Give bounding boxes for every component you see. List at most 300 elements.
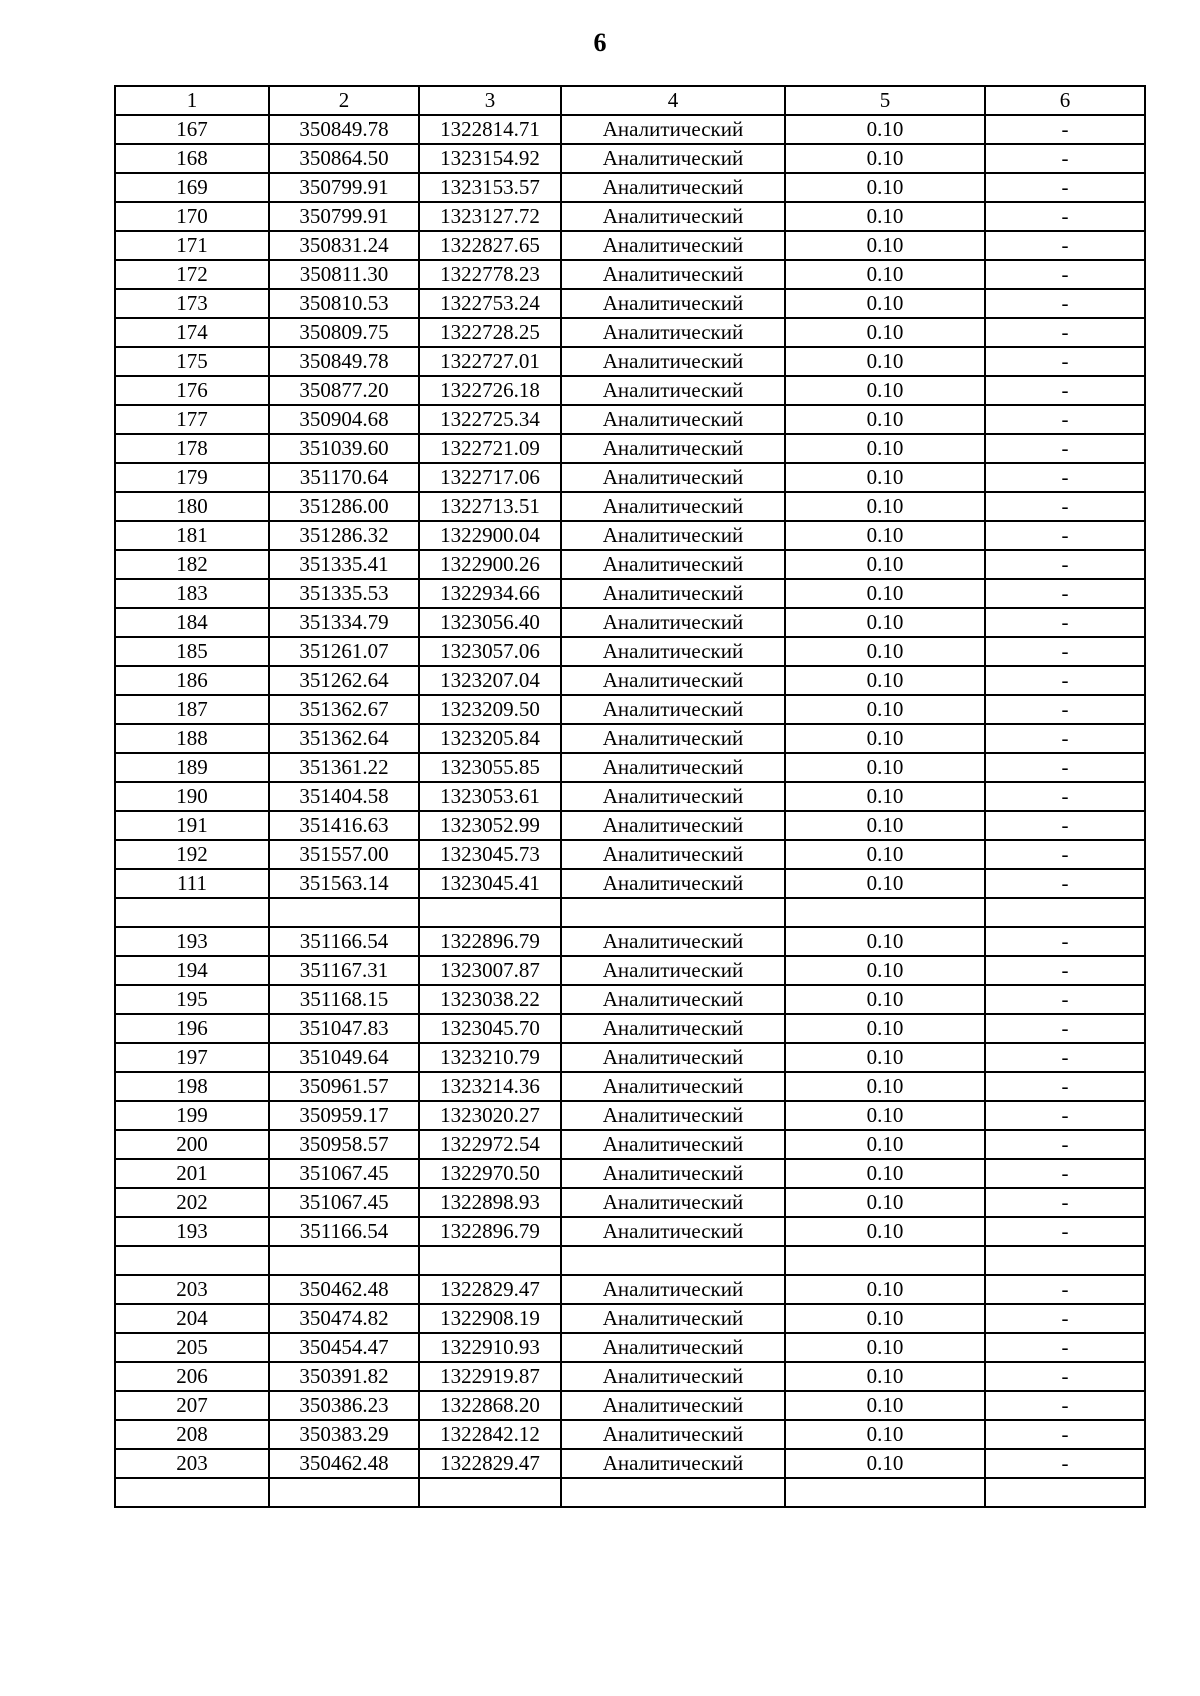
table-row: [115, 1333, 1145, 1362]
x-coordinate-cell: 351361.22: [269, 753, 419, 782]
method-cell: Аналитический: [561, 376, 785, 405]
x-coordinate-cell: 351335.41: [269, 550, 419, 579]
x-coordinate-cell: 350831.24: [269, 231, 419, 260]
point-number-cell: 194: [115, 956, 269, 985]
y-coordinate-cell: 1323045.41: [419, 869, 561, 898]
x-coordinate-cell: 350809.75: [269, 318, 419, 347]
x-coordinate-cell: 350959.17: [269, 1101, 419, 1130]
y-coordinate-cell: 1322908.19: [419, 1304, 561, 1333]
accuracy-cell: 0.10: [785, 260, 985, 289]
y-coordinate-cell: 1322827.65: [419, 231, 561, 260]
y-coordinate-cell: 1322896.79: [419, 927, 561, 956]
description-cell: -: [985, 347, 1145, 376]
point-number-cell: 206: [115, 1362, 269, 1391]
description-cell: -: [985, 1043, 1145, 1072]
method-cell: Аналитический: [561, 753, 785, 782]
x-coordinate-cell: 350810.53: [269, 289, 419, 318]
point-number-cell: 196: [115, 1014, 269, 1043]
description-cell: -: [985, 869, 1145, 898]
column-header-2: 2: [269, 86, 419, 115]
table-row: [115, 985, 1145, 1014]
table-row: [115, 608, 1145, 637]
method-cell: Аналитический: [561, 1159, 785, 1188]
y-coordinate-cell: [419, 1246, 561, 1275]
table-row: [115, 231, 1145, 260]
y-coordinate-cell: 1322972.54: [419, 1130, 561, 1159]
x-coordinate-cell: 351563.14: [269, 869, 419, 898]
table-row: [115, 1304, 1145, 1333]
accuracy-cell: 0.10: [785, 231, 985, 260]
point-number-cell: 170: [115, 202, 269, 231]
accuracy-cell: 0.10: [785, 405, 985, 434]
x-coordinate-cell: 350958.57: [269, 1130, 419, 1159]
table-row: [115, 347, 1145, 376]
method-cell: Аналитический: [561, 289, 785, 318]
accuracy-cell: 0.10: [785, 811, 985, 840]
description-cell: -: [985, 1159, 1145, 1188]
method-cell: Аналитический: [561, 1101, 785, 1130]
x-coordinate-cell: 351404.58: [269, 782, 419, 811]
method-cell: Аналитический: [561, 579, 785, 608]
description-cell: -: [985, 492, 1145, 521]
x-coordinate-cell: 350391.82: [269, 1362, 419, 1391]
point-number-cell: 169: [115, 173, 269, 202]
table-body: [115, 86, 1145, 1507]
method-cell: Аналитический: [561, 1391, 785, 1420]
page-number: 6: [593, 28, 607, 57]
method-cell: Аналитический: [561, 1217, 785, 1246]
accuracy-cell: 0.10: [785, 927, 985, 956]
description-cell: -: [985, 550, 1145, 579]
y-coordinate-cell: 1323055.85: [419, 753, 561, 782]
x-coordinate-cell: 350383.29: [269, 1420, 419, 1449]
table-row: [115, 144, 1145, 173]
y-coordinate-cell: 1322898.93: [419, 1188, 561, 1217]
table-row: [115, 173, 1145, 202]
y-coordinate-cell: 1322896.79: [419, 1217, 561, 1246]
method-cell: Аналитический: [561, 985, 785, 1014]
accuracy-cell: 0.10: [785, 115, 985, 144]
y-coordinate-cell: 1322753.24: [419, 289, 561, 318]
point-number-cell: 193: [115, 1217, 269, 1246]
description-cell: -: [985, 1449, 1145, 1478]
y-coordinate-cell: [419, 898, 561, 927]
method-cell: Аналитический: [561, 811, 785, 840]
method-cell: Аналитический: [561, 1014, 785, 1043]
method-cell: Аналитический: [561, 1304, 785, 1333]
method-cell: Аналитический: [561, 492, 785, 521]
method-cell: Аналитический: [561, 1188, 785, 1217]
point-number-cell: 111: [115, 869, 269, 898]
x-coordinate-cell: 351166.54: [269, 1217, 419, 1246]
y-coordinate-cell: 1323053.61: [419, 782, 561, 811]
description-cell: -: [985, 1391, 1145, 1420]
x-coordinate-cell: 351362.67: [269, 695, 419, 724]
y-coordinate-cell: 1323038.22: [419, 985, 561, 1014]
table-row: [115, 695, 1145, 724]
y-coordinate-cell: 1323214.36: [419, 1072, 561, 1101]
accuracy-cell: 0.10: [785, 1159, 985, 1188]
table-row: [115, 898, 1145, 927]
description-cell: -: [985, 173, 1145, 202]
accuracy-cell: 0.10: [785, 550, 985, 579]
method-cell: Аналитический: [561, 347, 785, 376]
y-coordinate-cell: 1323210.79: [419, 1043, 561, 1072]
method-cell: Аналитический: [561, 1420, 785, 1449]
y-coordinate-cell: 1322725.34: [419, 405, 561, 434]
accuracy-cell: 0.10: [785, 289, 985, 318]
table-row: [115, 811, 1145, 840]
description-cell: -: [985, 434, 1145, 463]
method-cell: Аналитический: [561, 463, 785, 492]
x-coordinate-cell: 350849.78: [269, 115, 419, 144]
x-coordinate-cell: [269, 1478, 419, 1507]
method-cell: Аналитический: [561, 608, 785, 637]
description-cell: -: [985, 811, 1145, 840]
description-cell: -: [985, 1014, 1145, 1043]
table-row: [115, 550, 1145, 579]
x-coordinate-cell: 351286.32: [269, 521, 419, 550]
point-number-cell: 207: [115, 1391, 269, 1420]
point-number-cell: 183: [115, 579, 269, 608]
y-coordinate-cell: 1322919.87: [419, 1362, 561, 1391]
x-coordinate-cell: 351039.60: [269, 434, 419, 463]
table-row: [115, 405, 1145, 434]
description-cell: -: [985, 115, 1145, 144]
accuracy-cell: 0.10: [785, 753, 985, 782]
x-coordinate-cell: 350462.48: [269, 1275, 419, 1304]
x-coordinate-cell: 351168.15: [269, 985, 419, 1014]
point-number-cell: 184: [115, 608, 269, 637]
table-row: [115, 637, 1145, 666]
description-cell: -: [985, 753, 1145, 782]
method-cell: Аналитический: [561, 405, 785, 434]
y-coordinate-cell: 1322970.50: [419, 1159, 561, 1188]
accuracy-cell: 0.10: [785, 695, 985, 724]
y-coordinate-cell: 1322868.20: [419, 1391, 561, 1420]
accuracy-cell: 0.10: [785, 1188, 985, 1217]
y-coordinate-cell: 1323020.27: [419, 1101, 561, 1130]
table-row: [115, 318, 1145, 347]
description-cell: -: [985, 637, 1145, 666]
accuracy-cell: 0.10: [785, 376, 985, 405]
description-cell: -: [985, 840, 1145, 869]
point-number-cell: [115, 1478, 269, 1507]
accuracy-cell: 0.10: [785, 521, 985, 550]
table-row: [115, 1043, 1145, 1072]
table-row: [115, 1217, 1145, 1246]
description-cell: -: [985, 231, 1145, 260]
table-row: [115, 666, 1145, 695]
x-coordinate-cell: 350961.57: [269, 1072, 419, 1101]
point-number-cell: 182: [115, 550, 269, 579]
x-coordinate-cell: 350849.78: [269, 347, 419, 376]
description-cell: -: [985, 956, 1145, 985]
x-coordinate-cell: 351261.07: [269, 637, 419, 666]
x-coordinate-cell: 351335.53: [269, 579, 419, 608]
point-number-cell: [115, 1246, 269, 1275]
point-number-cell: 193: [115, 927, 269, 956]
description-cell: -: [985, 782, 1145, 811]
method-cell: Аналитический: [561, 1072, 785, 1101]
table-row: [115, 1391, 1145, 1420]
x-coordinate-cell: 351067.45: [269, 1159, 419, 1188]
x-coordinate-cell: 351167.31: [269, 956, 419, 985]
accuracy-cell: 0.10: [785, 347, 985, 376]
point-number-cell: 187: [115, 695, 269, 724]
y-coordinate-cell: 1323209.50: [419, 695, 561, 724]
x-coordinate-cell: 351262.64: [269, 666, 419, 695]
table-row: [115, 956, 1145, 985]
accuracy-cell: 0.10: [785, 579, 985, 608]
accuracy-cell: 0.10: [785, 1072, 985, 1101]
description-cell: [985, 1246, 1145, 1275]
x-coordinate-cell: 350864.50: [269, 144, 419, 173]
method-cell: [561, 1246, 785, 1275]
column-header-6: 6: [985, 86, 1145, 115]
accuracy-cell: 0.10: [785, 1217, 985, 1246]
point-number-cell: [115, 898, 269, 927]
x-coordinate-cell: 350811.30: [269, 260, 419, 289]
table-row: [115, 1130, 1145, 1159]
table-row: [115, 1188, 1145, 1217]
description-cell: -: [985, 1130, 1145, 1159]
point-number-cell: 178: [115, 434, 269, 463]
y-coordinate-cell: 1322829.47: [419, 1449, 561, 1478]
method-cell: Аналитический: [561, 637, 785, 666]
point-number-cell: 185: [115, 637, 269, 666]
table-row: [115, 1014, 1145, 1043]
x-coordinate-cell: 350799.91: [269, 173, 419, 202]
accuracy-cell: 0.10: [785, 985, 985, 1014]
description-cell: -: [985, 985, 1145, 1014]
table-row: [115, 869, 1145, 898]
coordinates-table: [114, 85, 1146, 1508]
accuracy-cell: 0.10: [785, 173, 985, 202]
accuracy-cell: 0.10: [785, 202, 985, 231]
point-number-cell: 198: [115, 1072, 269, 1101]
y-coordinate-cell: 1323127.72: [419, 202, 561, 231]
method-cell: Аналитический: [561, 144, 785, 173]
description-cell: -: [985, 1304, 1145, 1333]
accuracy-cell: 0.10: [785, 492, 985, 521]
point-number-cell: 172: [115, 260, 269, 289]
point-number-cell: 189: [115, 753, 269, 782]
point-number-cell: 177: [115, 405, 269, 434]
point-number-cell: 201: [115, 1159, 269, 1188]
accuracy-cell: 0.10: [785, 463, 985, 492]
description-cell: -: [985, 1217, 1145, 1246]
point-number-cell: 191: [115, 811, 269, 840]
accuracy-cell: [785, 898, 985, 927]
y-coordinate-cell: 1322814.71: [419, 115, 561, 144]
y-coordinate-cell: 1323007.87: [419, 956, 561, 985]
table-row: [115, 782, 1145, 811]
y-coordinate-cell: 1322910.93: [419, 1333, 561, 1362]
table-row: [115, 492, 1145, 521]
accuracy-cell: 0.10: [785, 1304, 985, 1333]
y-coordinate-cell: 1323056.40: [419, 608, 561, 637]
description-cell: [985, 898, 1145, 927]
point-number-cell: 176: [115, 376, 269, 405]
accuracy-cell: 0.10: [785, 637, 985, 666]
table-row: [115, 463, 1145, 492]
y-coordinate-cell: 1323057.06: [419, 637, 561, 666]
x-coordinate-cell: 351166.54: [269, 927, 419, 956]
accuracy-cell: 0.10: [785, 1014, 985, 1043]
description-cell: -: [985, 463, 1145, 492]
point-number-cell: 197: [115, 1043, 269, 1072]
method-cell: Аналитический: [561, 1333, 785, 1362]
description-cell: -: [985, 1072, 1145, 1101]
table-row: [115, 1072, 1145, 1101]
column-header-4: 4: [561, 86, 785, 115]
column-header-3: 3: [419, 86, 561, 115]
method-cell: Аналитический: [561, 318, 785, 347]
x-coordinate-cell: 350462.48: [269, 1449, 419, 1478]
method-cell: [561, 1478, 785, 1507]
description-cell: -: [985, 289, 1145, 318]
x-coordinate-cell: 350904.68: [269, 405, 419, 434]
description-cell: -: [985, 608, 1145, 637]
method-cell: Аналитический: [561, 521, 785, 550]
x-coordinate-cell: 351170.64: [269, 463, 419, 492]
accuracy-cell: 0.10: [785, 1130, 985, 1159]
description-cell: -: [985, 1275, 1145, 1304]
x-coordinate-cell: 350454.47: [269, 1333, 419, 1362]
y-coordinate-cell: 1323207.04: [419, 666, 561, 695]
table-row: [115, 840, 1145, 869]
method-cell: Аналитический: [561, 840, 785, 869]
table-row: [115, 1362, 1145, 1391]
description-cell: -: [985, 260, 1145, 289]
method-cell: Аналитический: [561, 1043, 785, 1072]
y-coordinate-cell: 1323045.70: [419, 1014, 561, 1043]
method-cell: Аналитический: [561, 550, 785, 579]
description-cell: -: [985, 318, 1145, 347]
method-cell: Аналитический: [561, 1449, 785, 1478]
accuracy-cell: 0.10: [785, 869, 985, 898]
accuracy-cell: 0.10: [785, 144, 985, 173]
y-coordinate-cell: 1322721.09: [419, 434, 561, 463]
description-cell: [985, 1478, 1145, 1507]
table-row: [115, 1101, 1145, 1130]
x-coordinate-cell: 351067.45: [269, 1188, 419, 1217]
accuracy-cell: 0.10: [785, 1391, 985, 1420]
x-coordinate-cell: [269, 898, 419, 927]
point-number-cell: 190: [115, 782, 269, 811]
description-cell: -: [985, 1362, 1145, 1391]
x-coordinate-cell: 351286.00: [269, 492, 419, 521]
y-coordinate-cell: 1322728.25: [419, 318, 561, 347]
y-coordinate-cell: 1323045.73: [419, 840, 561, 869]
point-number-cell: 200: [115, 1130, 269, 1159]
table-row: [115, 115, 1145, 144]
point-number-cell: 168: [115, 144, 269, 173]
accuracy-cell: 0.10: [785, 1449, 985, 1478]
accuracy-cell: 0.10: [785, 1101, 985, 1130]
accuracy-cell: 0.10: [785, 608, 985, 637]
table-row: [115, 1420, 1145, 1449]
point-number-cell: 195: [115, 985, 269, 1014]
method-cell: Аналитический: [561, 1275, 785, 1304]
table-row: [115, 1275, 1145, 1304]
method-cell: Аналитический: [561, 173, 785, 202]
method-cell: Аналитический: [561, 260, 785, 289]
description-cell: -: [985, 202, 1145, 231]
y-coordinate-cell: 1322727.01: [419, 347, 561, 376]
table-row: [115, 724, 1145, 753]
method-cell: Аналитический: [561, 115, 785, 144]
x-coordinate-cell: 351416.63: [269, 811, 419, 840]
point-number-cell: 174: [115, 318, 269, 347]
accuracy-cell: 0.10: [785, 666, 985, 695]
y-coordinate-cell: 1322778.23: [419, 260, 561, 289]
method-cell: [561, 898, 785, 927]
point-number-cell: 203: [115, 1449, 269, 1478]
x-coordinate-cell: 351047.83: [269, 1014, 419, 1043]
method-cell: Аналитический: [561, 956, 785, 985]
table-row: [115, 1159, 1145, 1188]
point-number-cell: 208: [115, 1420, 269, 1449]
point-number-cell: 202: [115, 1188, 269, 1217]
method-cell: Аналитический: [561, 1362, 785, 1391]
method-cell: Аналитический: [561, 724, 785, 753]
accuracy-cell: 0.10: [785, 956, 985, 985]
accuracy-cell: 0.10: [785, 840, 985, 869]
y-coordinate-cell: 1322713.51: [419, 492, 561, 521]
point-number-cell: 203: [115, 1275, 269, 1304]
point-number-cell: 167: [115, 115, 269, 144]
point-number-cell: 180: [115, 492, 269, 521]
accuracy-cell: 0.10: [785, 434, 985, 463]
description-cell: -: [985, 1101, 1145, 1130]
table-row: [115, 289, 1145, 318]
table-row: [115, 202, 1145, 231]
point-number-cell: 171: [115, 231, 269, 260]
table-row: [115, 434, 1145, 463]
point-number-cell: 173: [115, 289, 269, 318]
point-number-cell: 181: [115, 521, 269, 550]
x-coordinate-cell: 351334.79: [269, 608, 419, 637]
description-cell: -: [985, 695, 1145, 724]
x-coordinate-cell: 351049.64: [269, 1043, 419, 1072]
description-cell: -: [985, 1333, 1145, 1362]
table-row: [115, 927, 1145, 956]
table-row: [115, 753, 1145, 782]
description-cell: -: [985, 521, 1145, 550]
method-cell: Аналитический: [561, 869, 785, 898]
accuracy-cell: 0.10: [785, 1043, 985, 1072]
x-coordinate-cell: 350474.82: [269, 1304, 419, 1333]
column-header-1: 1: [115, 86, 269, 115]
description-cell: -: [985, 927, 1145, 956]
table-row: [115, 1478, 1145, 1507]
description-cell: -: [985, 1420, 1145, 1449]
table-header-row: [115, 86, 1145, 115]
description-cell: -: [985, 405, 1145, 434]
table-row: [115, 1449, 1145, 1478]
method-cell: Аналитический: [561, 695, 785, 724]
description-cell: -: [985, 1188, 1145, 1217]
y-coordinate-cell: 1323154.92: [419, 144, 561, 173]
accuracy-cell: 0.10: [785, 724, 985, 753]
x-coordinate-cell: 350386.23: [269, 1391, 419, 1420]
accuracy-cell: 0.10: [785, 1420, 985, 1449]
column-header-5: 5: [785, 86, 985, 115]
method-cell: Аналитический: [561, 782, 785, 811]
description-cell: -: [985, 376, 1145, 405]
